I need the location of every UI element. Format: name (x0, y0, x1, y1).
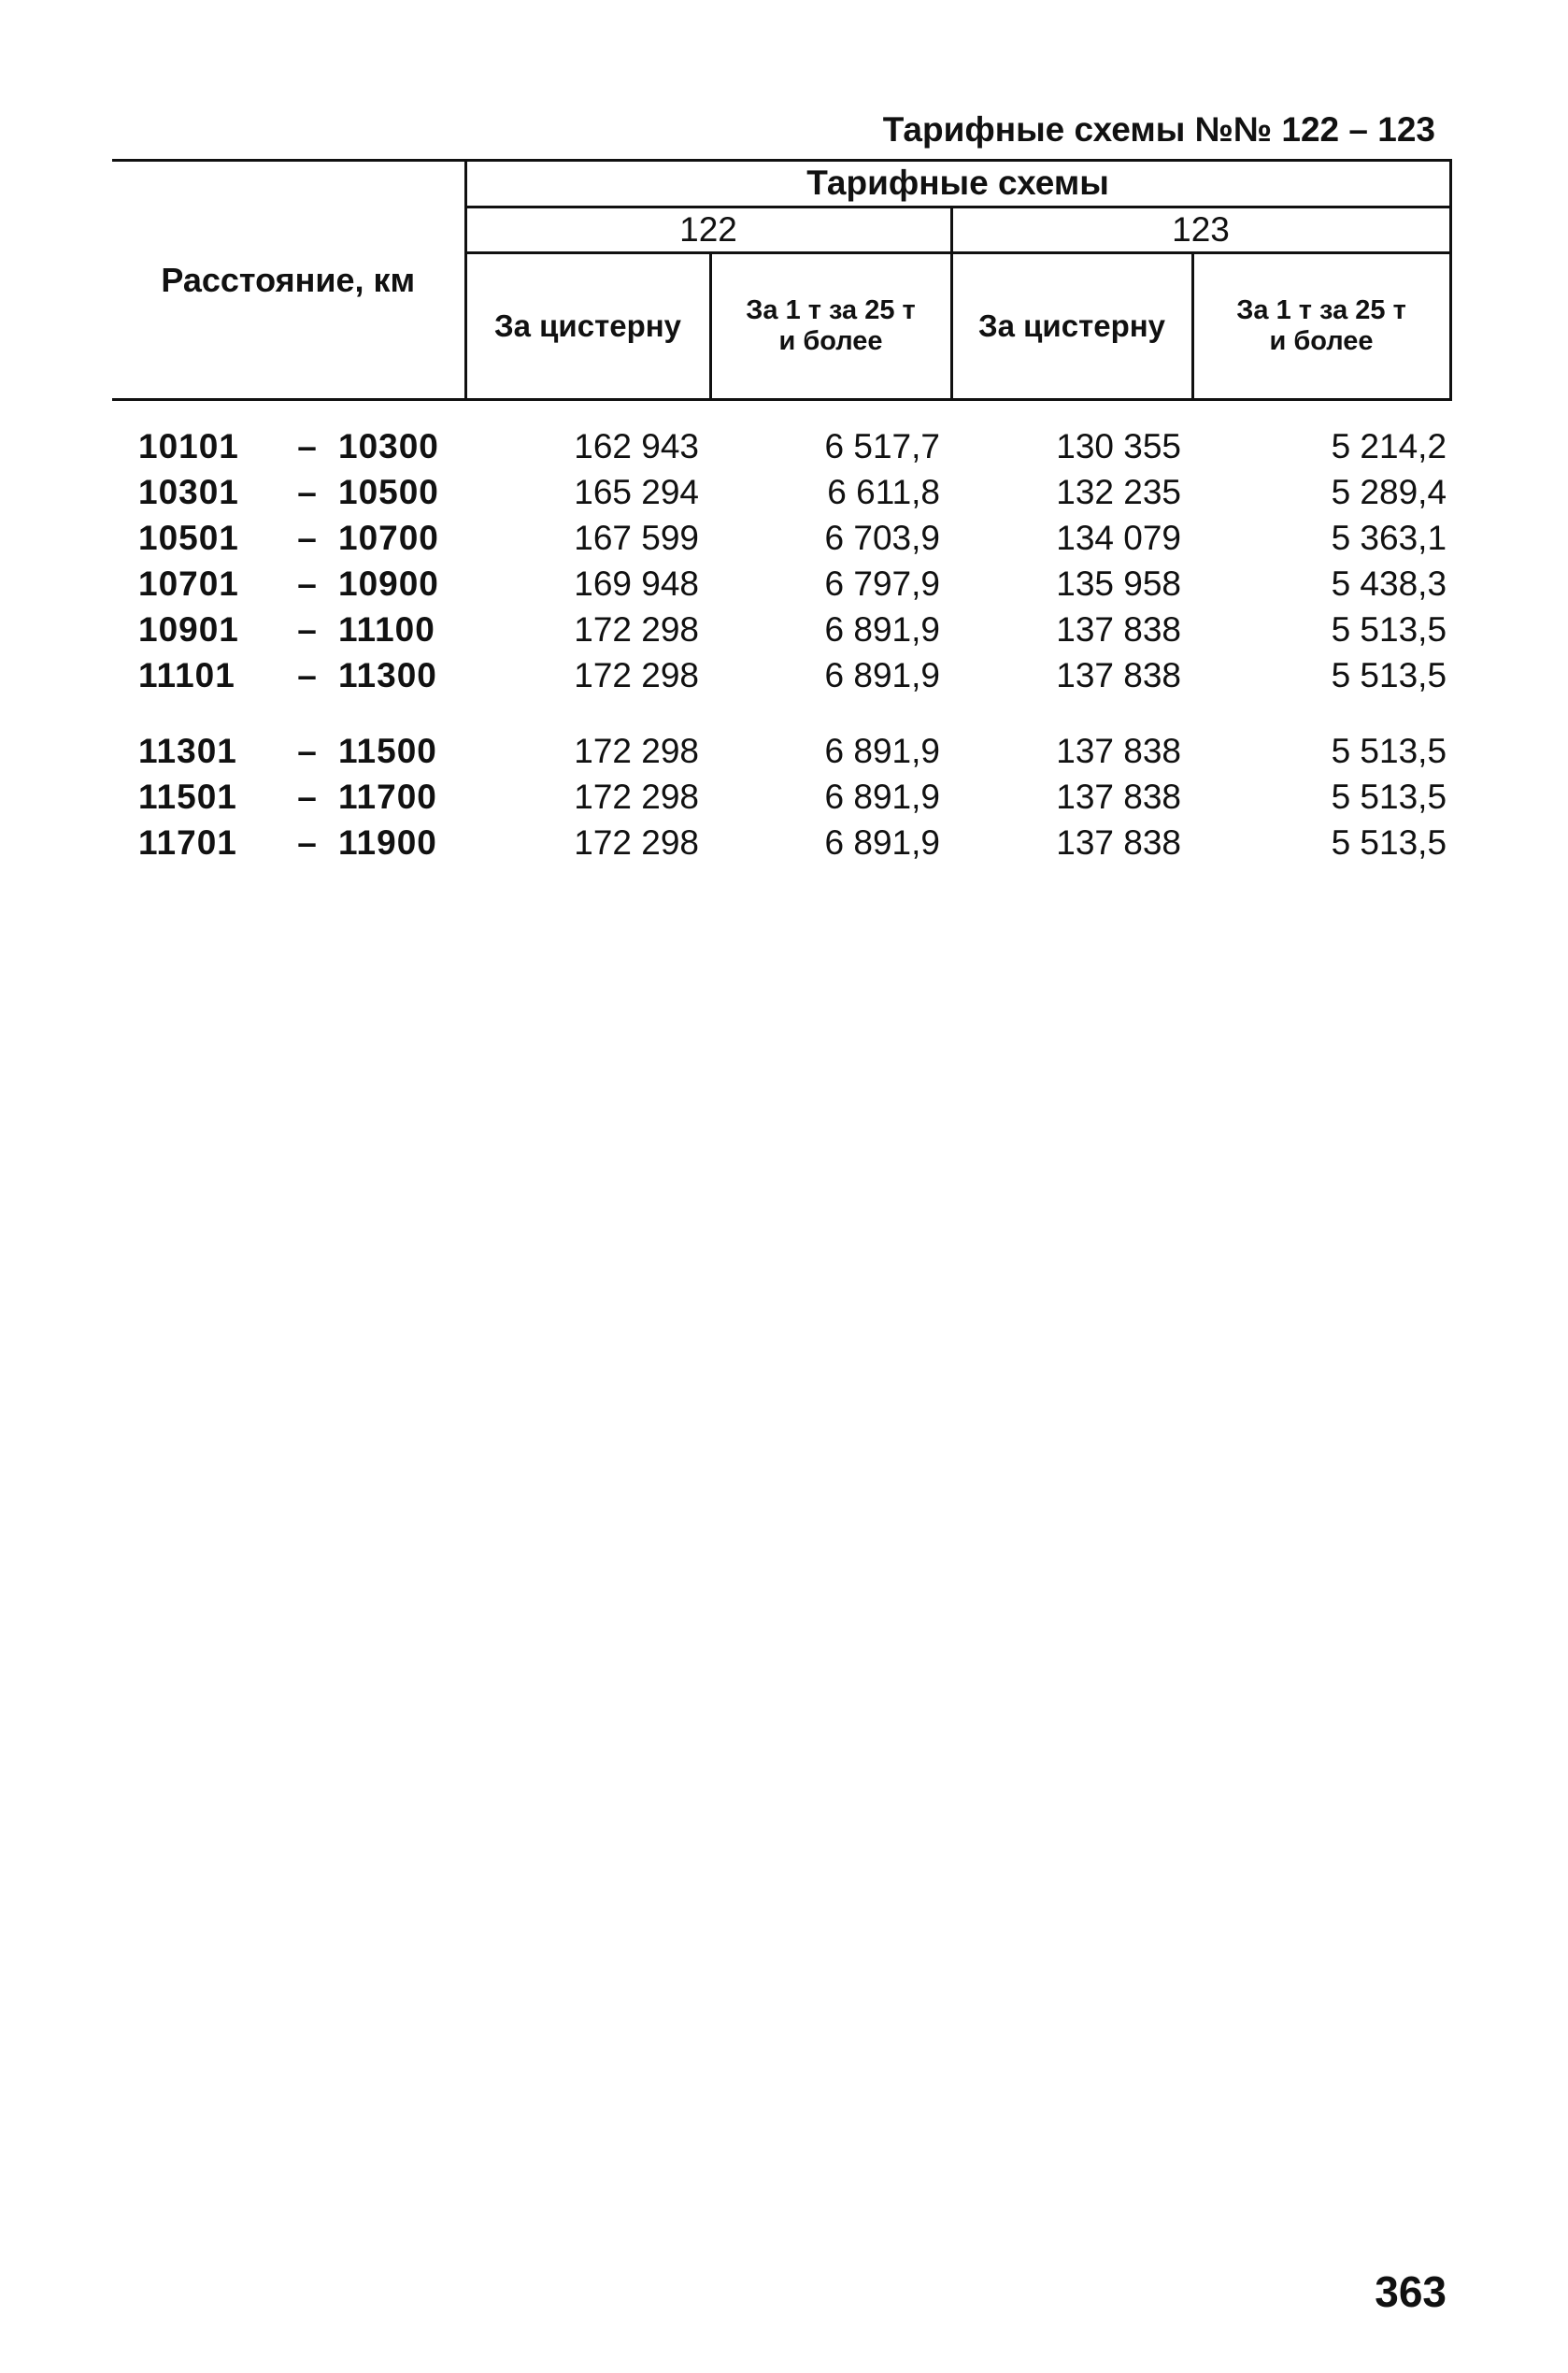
page-heading: Тарифные схемы №№ 122 – 123 (882, 110, 1435, 149)
distance-to: 11900 (338, 823, 437, 862)
distance-to: 11700 (338, 778, 437, 816)
row-group-gap (112, 698, 1450, 728)
table-row (112, 607, 1450, 652)
table-row (112, 728, 1450, 774)
per-ton-line2: и более (778, 326, 883, 356)
distance-range (112, 469, 465, 515)
cell-123-per-tank: 132 235 (1056, 473, 1181, 511)
cell-122-per-ton: 6 703,9 (824, 519, 940, 557)
range-dash: – (297, 732, 318, 770)
distance-to: 11100 (338, 610, 435, 649)
distance-range (112, 820, 465, 865)
distance-to: 10900 (338, 565, 439, 603)
cell-122-per-ton: 6 891,9 (824, 823, 940, 862)
cell-122-per-tank: 172 298 (574, 656, 699, 694)
distance-range (112, 774, 465, 820)
page-number: 363 (1375, 2267, 1447, 2316)
cell-122-per-ton: 6 891,9 (824, 778, 940, 816)
header-scheme-122: 122 (465, 207, 951, 253)
cell-122-per-tank: 172 298 (574, 732, 699, 770)
range-dash: – (297, 473, 318, 511)
distance-from: 10501 (138, 519, 239, 557)
cell-122-per-tank: 172 298 (574, 823, 699, 862)
cell-123-per-ton: 5 513,5 (1331, 656, 1447, 694)
cell-123-per-tank: 137 838 (1056, 823, 1181, 862)
range-dash: – (297, 778, 318, 816)
cell-123-per-tank: 134 079 (1056, 519, 1181, 557)
distance-from: 10301 (138, 473, 239, 511)
cell-122-per-ton: 6 517,7 (824, 427, 940, 465)
range-dash: – (297, 519, 318, 557)
distance-from: 10701 (138, 565, 239, 603)
distance-range (112, 400, 465, 470)
table-row (112, 652, 1450, 698)
per-ton-line2: и более (1269, 326, 1374, 356)
distance-from: 11701 (138, 823, 237, 862)
header-distance: Расстояние, км (112, 161, 465, 400)
distance-to: 11500 (338, 732, 437, 770)
distance-range (112, 515, 465, 561)
distance-range (112, 728, 465, 774)
distance-from: 10101 (138, 427, 239, 465)
table-body (112, 400, 1450, 866)
cell-122-per-ton: 6 891,9 (824, 656, 940, 694)
range-dash: – (297, 656, 318, 694)
distance-to: 10700 (338, 519, 439, 557)
cell-122-per-ton: 6 797,9 (824, 565, 940, 603)
cell-123-per-ton: 5 214,2 (1331, 427, 1447, 465)
cell-122-per-tank: 172 298 (574, 778, 699, 816)
header-123-per-tank: За цистерну (951, 253, 1192, 400)
cell-123-per-ton: 5 363,1 (1331, 519, 1447, 557)
cell-123-per-tank: 137 838 (1056, 656, 1181, 694)
distance-to: 11300 (338, 656, 437, 694)
cell-122-per-tank: 169 948 (574, 565, 699, 603)
distance-from: 10901 (138, 610, 239, 649)
table-header (112, 161, 1450, 400)
table-row (112, 469, 1450, 515)
cell-123-per-ton: 5 513,5 (1331, 610, 1447, 649)
cell-123-per-ton: 5 513,5 (1331, 823, 1447, 862)
cell-123-per-tank: 135 958 (1056, 565, 1181, 603)
cell-123-per-ton: 5 438,3 (1331, 565, 1447, 603)
range-dash: – (297, 823, 318, 862)
range-dash: – (297, 610, 318, 649)
cell-123-per-ton: 5 513,5 (1331, 732, 1447, 770)
table-row (112, 774, 1450, 820)
table-row (112, 400, 1450, 470)
cell-123-per-ton: 5 513,5 (1331, 778, 1447, 816)
table-row (112, 515, 1450, 561)
cell-122-per-ton: 6 611,8 (827, 473, 940, 511)
header-122-per-tank: За цистерну (465, 253, 710, 400)
distance-from: 11501 (138, 778, 237, 816)
cell-122-per-ton: 6 891,9 (824, 610, 940, 649)
distance-to: 10300 (338, 427, 439, 465)
cell-122-per-tank: 172 298 (574, 610, 699, 649)
header-tariff-schemes: Тарифные схемы (465, 161, 1450, 207)
header-scheme-123: 123 (951, 207, 1450, 253)
distance-from: 11101 (138, 656, 235, 694)
cell-122-per-tank: 167 599 (574, 519, 699, 557)
table-row (112, 820, 1450, 865)
cell-123-per-tank: 137 838 (1056, 610, 1181, 649)
distance-range (112, 652, 465, 698)
cell-123-per-tank: 137 838 (1056, 778, 1181, 816)
distance-to: 10500 (338, 473, 439, 511)
range-dash: – (297, 427, 318, 465)
tariff-table (112, 159, 1452, 865)
cell-123-per-ton: 5 289,4 (1331, 473, 1447, 511)
cell-122-per-ton: 6 891,9 (824, 732, 940, 770)
cell-122-per-tank: 162 943 (574, 427, 699, 465)
distance-from: 11301 (138, 732, 237, 770)
range-dash: – (297, 565, 318, 603)
header-122-per-ton (710, 253, 951, 400)
distance-range (112, 561, 465, 607)
table-row (112, 561, 1450, 607)
header-123-per-ton (1192, 253, 1450, 400)
cell-123-per-tank: 130 355 (1056, 427, 1181, 465)
cell-122-per-tank: 165 294 (574, 473, 699, 511)
distance-range (112, 607, 465, 652)
per-ton-line1: За 1 т за 25 т (1236, 294, 1406, 325)
per-ton-line1: За 1 т за 25 т (746, 294, 916, 325)
cell-123-per-tank: 137 838 (1056, 732, 1181, 770)
